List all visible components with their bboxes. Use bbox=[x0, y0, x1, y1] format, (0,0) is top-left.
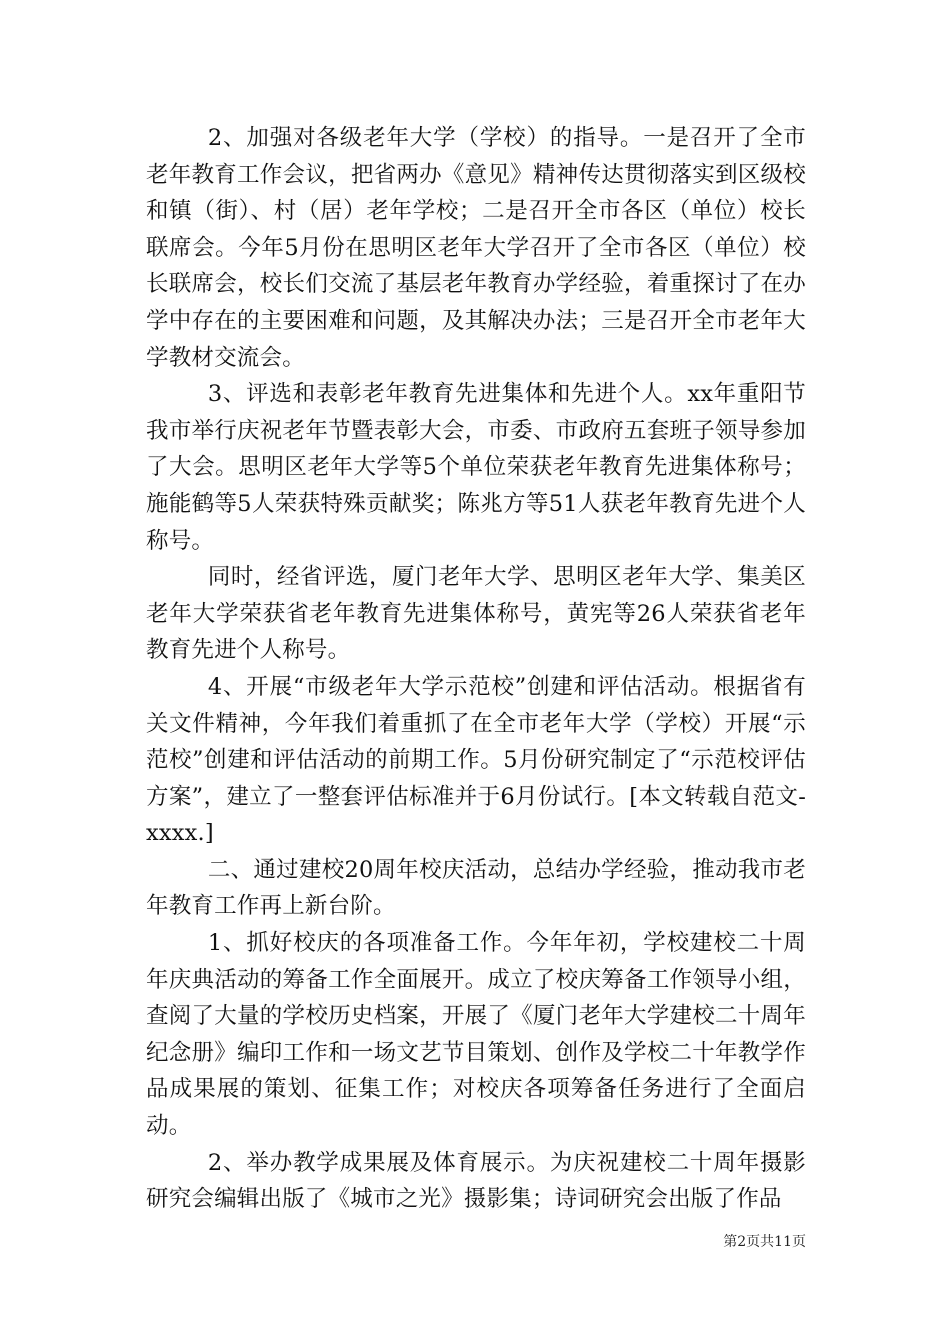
paragraph-2: 3、评选和表彰老年教育先进集体和先进个人。xx年重阳节我市举行庆祝老年节暨表彰大会，市委、市政府五套班子领导参加了大会。思明区老年大学等5个单位荣获老年教育先进集体称号；施能鹤等5人荣获特殊贡献奖；陈兆方等51人获老年教育先进个人称号。 bbox=[146, 381, 806, 554]
paragraph-5-section-heading: 二、通过建校20周年校庆活动，总结办学经验，推动我市老年教育工作再上新台阶。 bbox=[146, 856, 806, 920]
paragraph-3: 同时，经省评选，厦门老年大学、思明区老年大学、集美区老年大学荣获省老年教育先进集体称号，黄宪等26人荣获省老年教育先进个人称号。 bbox=[146, 564, 806, 664]
page-number-footer: 第2页共11页 bbox=[723, 1234, 806, 1250]
paragraph-1: 2、加强对各级老年大学（学校）的指导。一是召开了全市老年教育工作会议，把省两办《意见》精神传达贯彻落实到区级校和镇（街）、村（居）老年学校；二是召开全市各区（单位）校长联席会。今年5月份在思明区老年大学召开了全市各区（单位）校长联席会，校长们交流了基层老年教育办学经验，着重探讨了在办学中存在的主要困难和问题，及其解决办法；三是召开全市老年大学教材交流会。 bbox=[146, 125, 806, 371]
paragraph-6: 1、抓好校庆的各项准备工作。今年年初，学校建校二十周年庆典活动的筹备工作全面展开。成立了校庆筹备工作领导小组，查阅了大量的学校历史档案，开展了《厦门老年大学建校二十周年纪念册》编印工作和一场文艺节目策划、创作及学校二十年教学作品成果展的策划、征集工作；对校庆各项筹备任务进行了全面启动。 bbox=[146, 930, 806, 1140]
paragraph-4: 4、开展“市级老年大学示范校”创建和评估活动。根据省有关文件精神，今年我们着重抓了在全市老年大学（学校）开展“示范校”创建和评估活动的前期工作。5月份研究制定了“示范校评估方案”，建立了一整套评估标准并于6月份试行。[本文转载自范文-xxxx.] bbox=[146, 673, 806, 847]
document-body bbox=[146, 120, 806, 1218]
paragraph-7: 2、举办教学成果展及体育展示。为庆祝建校二十周年摄影研究会编辑出版了《城市之光》摄影集；诗词研究会出版了作品 bbox=[146, 1149, 806, 1213]
